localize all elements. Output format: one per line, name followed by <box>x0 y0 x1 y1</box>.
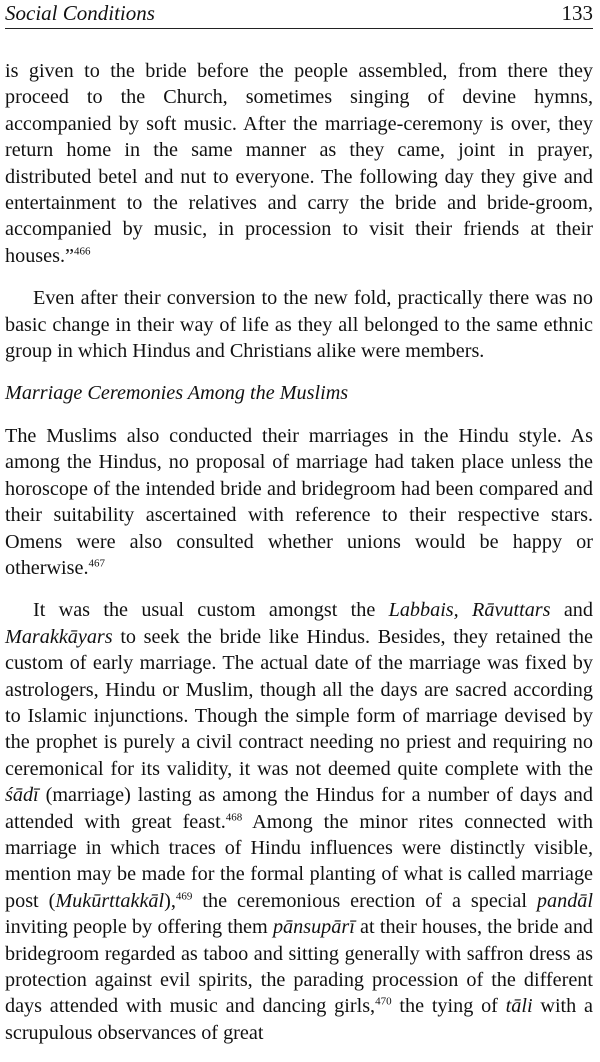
paragraph-4-italic-1: Labbais, Rāvuttars <box>388 599 551 622</box>
paragraph-4-text-1: It was the usual custom amongst the <box>33 599 389 622</box>
paragraph-1 <box>5 58 593 269</box>
paragraph-4-text-5: Among the minor rites connected with marriage in which traces of Hindu influences were distinctly visible, mention may be made for the formal planting of what is called marriage post ( <box>5 810 593 912</box>
page-number: 133 <box>561 1 593 25</box>
paragraph-4-text-2: and <box>550 599 593 622</box>
footnote-ref-469: 469 <box>175 890 193 903</box>
paragraph-1-text: is given to the bride before the people assembled, from there they proceed to the Church, sometimes singing of devine hymns, accompanied by soft music. After the marriage-ceremony is over, they return home in the same manner as they came, joint in prayer, distributed betel and nut to everyone. The following day they give and entertainment to the relatives and carry the bride and bride-groom, accompanied by music, in procession to visit their friends at their houses.” <box>5 60 593 267</box>
paragraph-3-text: The Muslims also conducted their marriages in the Hindu style. As among the Hindus, no proposal of marriage had taken place unless the horoscope of the intended bride and bridegroom had been compared and their suitability ascertained with reference to their respective stars. Omens were also consulted whether unions would be happy or otherwise. <box>5 424 593 579</box>
paragraph-4-text-8: inviting people by offering them <box>5 916 273 939</box>
footnote-ref-466: 466 <box>73 245 91 258</box>
footnote-ref-467: 467 <box>88 557 106 570</box>
footnote-ref-470: 470 <box>375 995 392 1008</box>
paragraph-4-italic-4: Mukūrttakkāl <box>55 889 165 912</box>
paragraph-4-text-4: (marriage) lasting as among the Hindus for a number of days and attended with great feast. <box>5 784 593 833</box>
paragraph-4-text-10: the tying of <box>391 995 506 1018</box>
paragraph-4-italic-2: Marakkāyars <box>5 625 113 648</box>
paragraph-4-text-9: at their houses, the bride and bridegroom regarded as taboo and sitting generally with saffron dress as protection against evil spirits, the parading procession of the different days attended with music and dancing girls, <box>5 916 594 1018</box>
paragraph-3 <box>5 423 593 581</box>
paragraph-4-text-6: ), <box>164 889 176 912</box>
body-text <box>5 58 593 1062</box>
footnote-ref-468: 468 <box>225 810 243 823</box>
paragraph-4-text-3: to seek the bride like Hindus. Besides, they retained the custom of early marriage. The actual date of the marriage was fixed by astrologers, Hindu or Muslim, though all the days are sacred according to Islamic injunctions. Though the simple form of marriage devised by the prophet is purely a civil contract needing no priest and requiring no ceremonical for its validity, it was not deemed quite complete with the <box>5 625 593 780</box>
paragraph-4-italic-3: śādī <box>5 784 39 807</box>
paragraph-4-italic-7: tāli <box>505 995 533 1018</box>
paragraph-4-italic-6: pānsupārī <box>272 916 355 939</box>
paragraph-4-text-11: with a scrupulous observances of great <box>5 995 593 1044</box>
paragraph-2 <box>5 285 593 364</box>
section-heading: Marriage Ceremonies Among the Muslims <box>5 382 349 405</box>
paragraph-2-text: Even after their conversion to the new fold, practically there was no basic change in their way of life as they all belonged to the same ethnic group in which Hindus and Christians alike were members. <box>5 287 593 363</box>
running-header <box>5 2 593 29</box>
paragraph-4 <box>5 597 593 1046</box>
paragraph-4-italic-5: pandāl <box>536 889 593 912</box>
chapter-title: Social Conditions <box>5 1 155 25</box>
paragraph-4-text-7: the ceremonious erection of a special <box>192 889 537 912</box>
